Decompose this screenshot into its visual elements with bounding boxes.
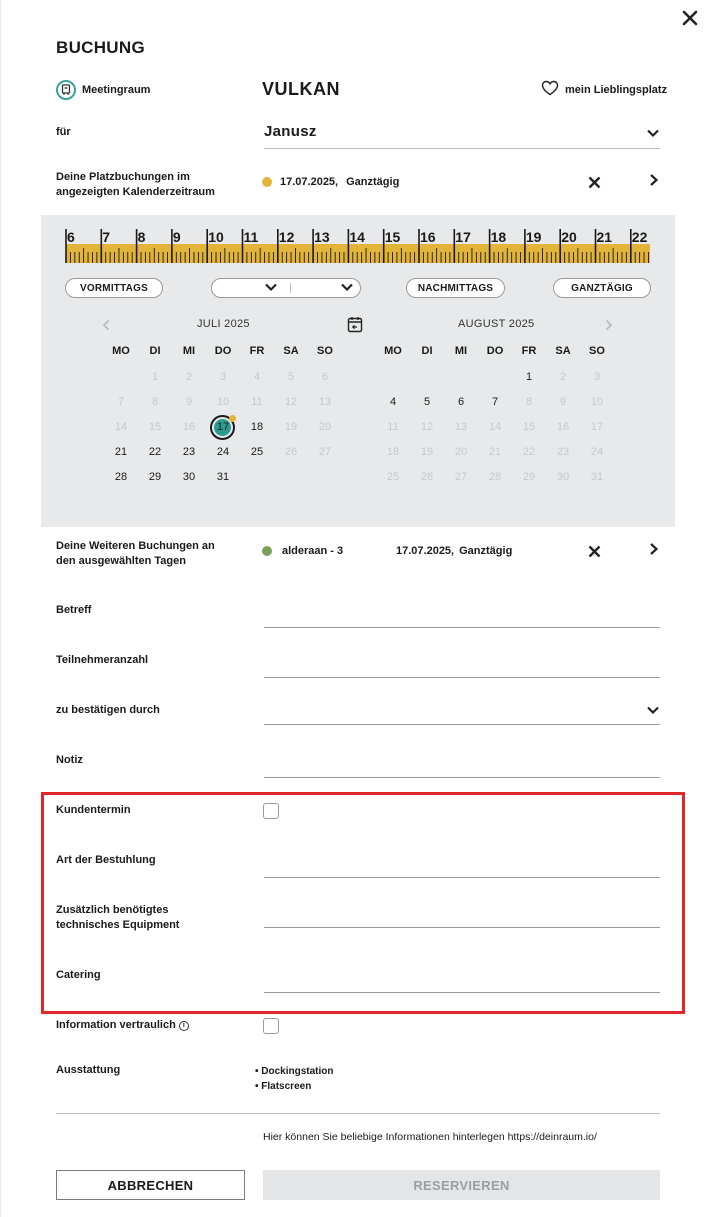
calendar-today-icon[interactable] — [347, 316, 363, 338]
calendar-day: 22 — [522, 446, 536, 458]
calendar-day: 6 — [321, 371, 329, 383]
other-bookings-label — [56, 539, 215, 569]
subject-input[interactable] — [264, 627, 660, 628]
customer-meeting-label: Kundentermin — [56, 804, 131, 816]
hour-label: 17 — [455, 229, 471, 245]
seating-input[interactable] — [264, 877, 660, 878]
calendar-day: 9 — [185, 396, 193, 408]
calendar-day: 10 — [216, 396, 230, 408]
calendar-day: 20 — [454, 446, 468, 458]
calendar-day: 5 — [287, 371, 295, 383]
chevron-down-icon[interactable] — [646, 703, 660, 722]
calendar-day: 3 — [593, 371, 601, 383]
hour-label: 14 — [349, 229, 365, 245]
calendar-month-july — [104, 345, 342, 490]
close-icon[interactable] — [678, 6, 702, 30]
person-select-underline — [264, 148, 660, 149]
month-title-august: AUGUST 2025 — [458, 318, 535, 330]
calendar-day[interactable]: 21 — [114, 446, 128, 458]
hour-label: 11 — [243, 229, 259, 245]
calendar-week — [104, 415, 342, 440]
cancel-button[interactable]: ABBRECHEN — [56, 1170, 245, 1200]
calendar-day: 1 — [151, 371, 159, 383]
catering-label: Catering — [56, 969, 101, 981]
equipment-input[interactable] — [264, 927, 660, 928]
calendar-day[interactable]: 29 — [148, 471, 162, 483]
own-booking-span: Ganztägig — [346, 176, 400, 188]
weekday-label: FR — [521, 345, 537, 357]
calendar-week — [376, 390, 614, 415]
calendar-week — [104, 390, 342, 415]
for-label: für — [56, 126, 71, 138]
calendar-day[interactable]: 23 — [182, 446, 196, 458]
calendar-day: 15 — [148, 421, 162, 433]
hour-label: 7 — [102, 229, 111, 245]
reserve-button[interactable]: RESERVIEREN — [263, 1170, 660, 1200]
equipment-label — [56, 903, 179, 933]
calendar-day: 3 — [219, 371, 227, 383]
calendar-day: 19 — [284, 421, 298, 433]
confirm-by-label: zu bestätigen durch — [56, 704, 160, 716]
heart-icon[interactable] — [541, 80, 559, 99]
calendar-day[interactable]: 28 — [114, 471, 128, 483]
calendar-week — [376, 465, 614, 490]
calendar-day: 11 — [251, 396, 263, 408]
morning-button[interactable]: VORMITTAGS — [65, 278, 163, 298]
calendar-day — [104, 365, 138, 390]
room-name: VULKAN — [262, 79, 340, 99]
hour-label: 16 — [420, 229, 436, 245]
calendar-day: 7 — [117, 396, 125, 408]
calendar-day: 15 — [522, 421, 536, 433]
calendar-day: 10 — [590, 396, 604, 408]
calendar-day: 18 — [386, 446, 400, 458]
chevron-left-icon[interactable] — [101, 318, 111, 336]
dialog-title: BUCHUNG — [56, 38, 145, 57]
time-ruler[interactable] — [64, 229, 652, 265]
weekday-label: MO — [384, 345, 402, 357]
month-title-july: JULI 2025 — [197, 318, 250, 330]
hour-label: 10 — [208, 229, 224, 245]
other-bookings-label-line2: den ausgewählten Tagen — [56, 555, 186, 567]
weekday-label: FR — [249, 345, 265, 357]
weekday-label: SO — [317, 345, 333, 357]
weekday-label: DO — [214, 345, 232, 357]
meeting-room-icon — [56, 80, 76, 100]
hour-label: 13 — [314, 229, 330, 245]
calendar-day: 20 — [318, 421, 332, 433]
favorite-label: mein Lieblingsplatz — [565, 83, 668, 96]
booking-marker-dot — [229, 415, 236, 422]
calendar-week — [376, 440, 614, 465]
calendar-day: 11 — [387, 421, 399, 433]
calendar-day[interactable]: 24 — [216, 446, 230, 458]
weekday-header — [104, 345, 342, 357]
calendar-day — [376, 365, 410, 390]
room-type-label: Meetingraum — [82, 84, 151, 96]
calendar-day: 14 — [114, 421, 128, 433]
calendar-day: 28 — [488, 471, 502, 483]
chevron-down-icon[interactable] — [264, 281, 278, 296]
other-booking-place: alderaan - 3 — [282, 545, 344, 557]
calendar-day — [478, 365, 512, 390]
info-text: Hier können Sie beliebige Informationen hinterlegen https://deinraum.io/ — [263, 1131, 597, 1143]
weekday-label: DI — [421, 345, 433, 357]
calendar-day: 21 — [488, 446, 502, 458]
calendar-day: 12 — [420, 421, 434, 433]
weekday-label: SA — [283, 345, 299, 357]
calendar-day: 23 — [556, 446, 570, 458]
calendar-day: 2 — [185, 371, 193, 383]
calendar-day: 16 — [182, 421, 196, 433]
confidential-label — [56, 1018, 189, 1033]
calendar-day: 31 — [590, 471, 604, 483]
calendar-week — [104, 365, 342, 390]
participants-label: Teilnehmeranzahl — [56, 654, 149, 666]
calendar-day: 2 — [559, 371, 567, 383]
equipment-label-line1: Zusätzlich benötigtes — [56, 904, 169, 916]
confirm-by-select[interactable] — [264, 724, 660, 725]
calendar-day[interactable]: 7 — [491, 396, 499, 408]
note-input[interactable] — [264, 777, 660, 778]
chevron-down-icon[interactable] — [646, 126, 660, 145]
weekday-label: DI — [149, 345, 161, 357]
hour-label: 8 — [137, 229, 146, 245]
chevron-right-icon[interactable] — [604, 318, 614, 336]
calendar-day[interactable]: 18 — [250, 421, 264, 433]
own-booking-date: 17.07.2025, — [280, 176, 339, 188]
calendar-day — [274, 465, 308, 490]
close-icon[interactable] — [587, 544, 602, 564]
person-select[interactable]: Janusz — [264, 123, 317, 140]
select-separator — [290, 283, 291, 293]
own-bookings-label — [56, 170, 215, 200]
calendar-day[interactable]: 22 — [148, 446, 162, 458]
calendar-day — [410, 365, 444, 390]
amenity-item: • Flatscreen — [255, 1079, 334, 1094]
weekday-header — [376, 345, 614, 357]
calendar-day: 24 — [590, 446, 604, 458]
hour-label: 22 — [631, 229, 648, 245]
hour-label: 15 — [384, 229, 401, 245]
calendar-day: 16 — [556, 421, 570, 433]
chevron-right-icon[interactable] — [648, 173, 660, 192]
calendar-day — [308, 465, 342, 490]
room-type — [56, 80, 150, 100]
calendar-day — [240, 465, 274, 490]
calendar-day[interactable]: 6 — [457, 396, 465, 408]
allday-button[interactable]: GANZTÄGIG — [553, 278, 651, 298]
weekday-label: MI — [454, 345, 468, 357]
calendar-day: 12 — [284, 396, 298, 408]
calendar-day: 29 — [522, 471, 536, 483]
calendar-day: 8 — [525, 396, 533, 408]
hour-label: 19 — [525, 229, 542, 245]
weekday-label: DO — [486, 345, 504, 357]
booking-status-dot — [262, 546, 272, 556]
calendar-week — [376, 415, 614, 440]
info-icon[interactable]: i — [179, 1021, 189, 1031]
equipment-label-line2: technisches Equipment — [56, 919, 180, 931]
hour-label: 6 — [67, 229, 75, 245]
calendar-day[interactable]: 1 — [525, 371, 533, 383]
confidential-checkbox[interactable] — [263, 1018, 279, 1034]
calendar-day: 13 — [454, 421, 468, 433]
calendar-day: 9 — [559, 396, 567, 408]
calendar-day[interactable]: 5 — [423, 396, 431, 408]
calendar-day[interactable]: 31 — [216, 471, 230, 483]
other-booking-span: Ganztägig — [459, 545, 513, 557]
close-icon[interactable] — [587, 175, 602, 195]
weekday-label: SO — [589, 345, 605, 357]
catering-input[interactable] — [264, 992, 660, 993]
hour-label: 21 — [596, 229, 613, 245]
calendar-day: 25 — [386, 471, 400, 483]
amenities-list — [255, 1064, 334, 1094]
calendar-day: 27 — [454, 471, 468, 483]
afternoon-button[interactable]: NACHMITTAGS — [406, 278, 505, 298]
calendar-day — [444, 365, 478, 390]
booking-status-dot — [262, 177, 272, 187]
other-booking-date: 17.07.2025, — [396, 545, 455, 557]
calendar-day: 14 — [488, 421, 502, 433]
weekday-label: MO — [112, 345, 130, 357]
participants-input[interactable] — [264, 677, 660, 678]
section-divider — [56, 1113, 660, 1114]
weekday-label: SA — [555, 345, 571, 357]
other-booking-time — [396, 545, 512, 557]
favorite-toggle[interactable] — [541, 80, 667, 99]
subject-label: Betreff — [56, 604, 92, 616]
weekday-label: MI — [182, 345, 196, 357]
customer-meeting-checkbox[interactable] — [263, 803, 279, 819]
hour-label: 20 — [561, 229, 577, 245]
calendar-day: 30 — [556, 471, 570, 483]
time-range-select[interactable] — [211, 278, 361, 298]
calendar-day[interactable]: 30 — [182, 471, 196, 483]
calendar-day[interactable]: 4 — [389, 396, 397, 408]
calendar-week — [104, 465, 342, 490]
calendar-week — [104, 440, 342, 465]
chevron-right-icon[interactable] — [648, 542, 660, 561]
chevron-down-icon[interactable] — [340, 281, 354, 296]
note-label: Notiz — [56, 754, 83, 766]
amenity-item: • Dockingstation — [255, 1064, 334, 1079]
calendar-month-august — [376, 345, 614, 490]
hour-label: 12 — [278, 229, 295, 245]
hour-label: 18 — [490, 229, 507, 245]
calendar-day: 26 — [284, 446, 298, 458]
other-booking-entry — [262, 545, 343, 557]
timeline-bar[interactable] — [66, 244, 650, 263]
calendar-day: 4 — [253, 371, 261, 383]
hour-label: 9 — [172, 229, 181, 245]
seating-label: Art der Bestuhlung — [56, 854, 156, 866]
calendar-day: 26 — [420, 471, 434, 483]
own-booking-entry — [262, 176, 399, 188]
calendar-week — [376, 365, 614, 390]
own-bookings-label-line1: Deine Platzbuchungen im — [56, 171, 190, 183]
calendar-day[interactable]: 17 — [206, 415, 240, 440]
amenities-label: Ausstattung — [56, 1064, 121, 1076]
calendar-day: 19 — [420, 446, 434, 458]
confidential-label-text: Information vertraulich — [56, 1019, 176, 1031]
calendar-day: 13 — [318, 396, 332, 408]
calendar-day: 8 — [151, 396, 159, 408]
other-bookings-label-line1: Deine Weiteren Buchungen an — [56, 540, 215, 552]
calendar-day: 27 — [318, 446, 332, 458]
calendar-day[interactable]: 25 — [250, 446, 264, 458]
own-bookings-label-line2: angezeigten Kalenderzeitraum — [56, 186, 215, 198]
page-edge — [0, 0, 1, 1217]
calendar-day: 17 — [590, 421, 604, 433]
